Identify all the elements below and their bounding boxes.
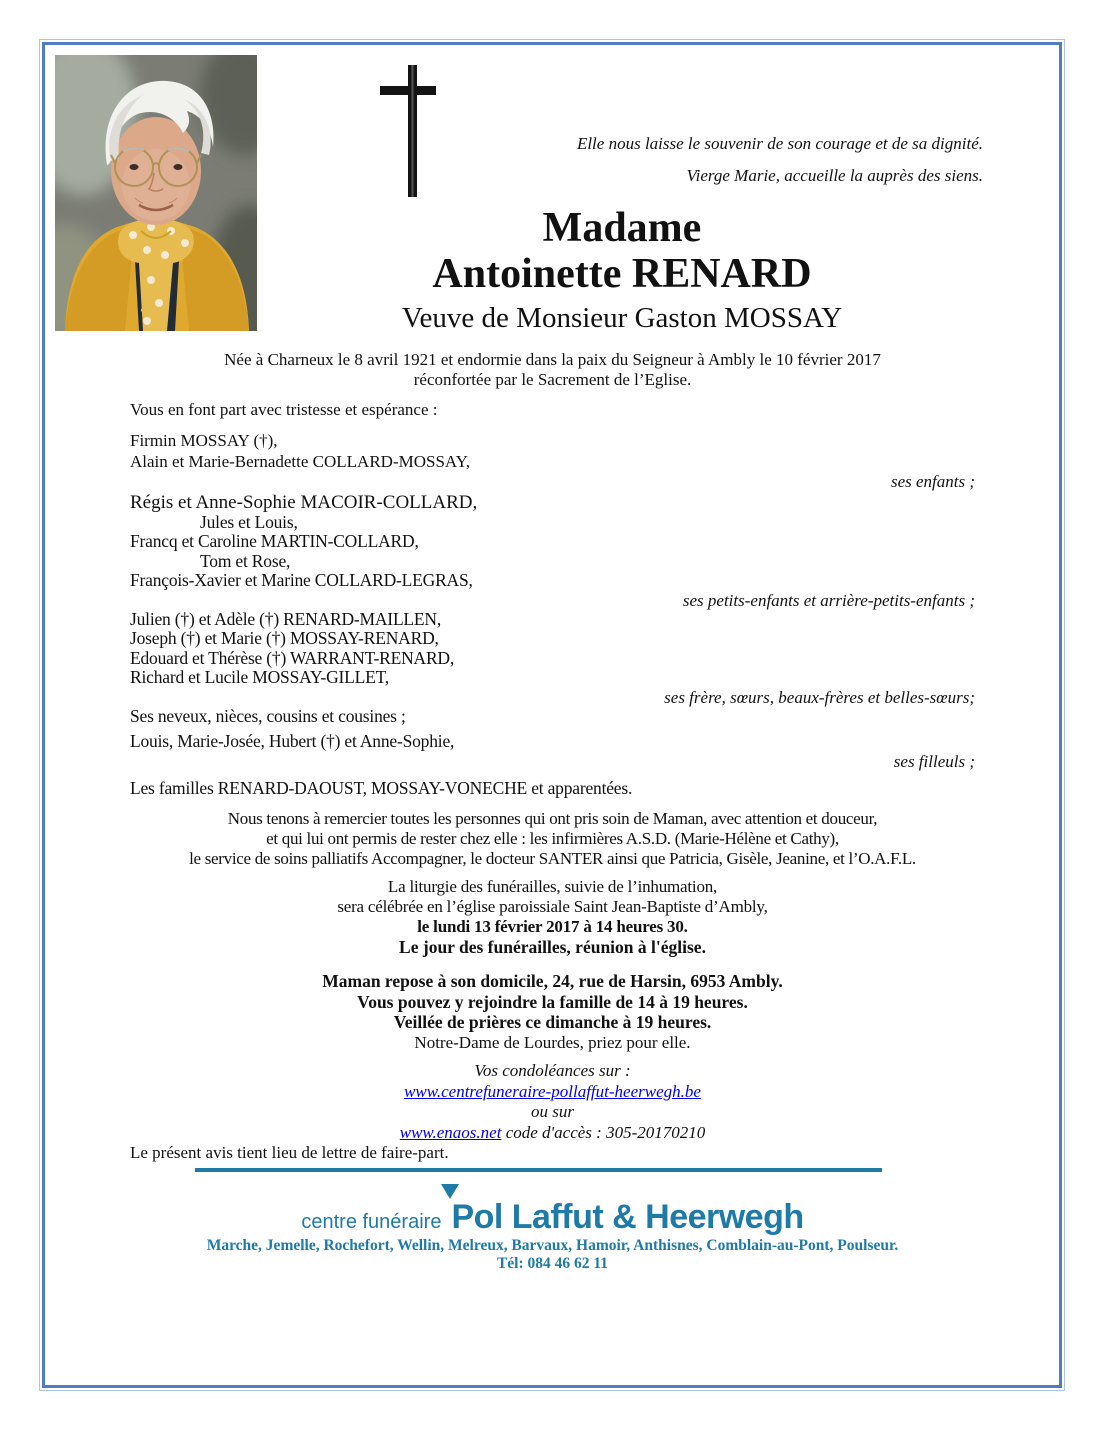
announcement-line: Vous en font part avec tristesse et espérance : xyxy=(130,400,438,419)
family-line: Alain et Marie-Bernadette COLLARD-MOSSAY, xyxy=(130,452,470,471)
family-line: Les familles RENARD-DAOUST, MOSSAY-VONECHE et apparentées. xyxy=(130,777,633,798)
family-line: Jules et Louis, xyxy=(200,511,298,532)
family-line: Richard et Lucile MOSSAY-GILLET, xyxy=(130,667,389,687)
liturgy-line: sera célébrée en l’église paroissiale Saint Jean-Baptiste d’Ambly, xyxy=(337,897,768,916)
main-text-column xyxy=(130,345,975,1273)
family-line: Francq et Caroline MARTIN-COLLARD, xyxy=(130,531,419,551)
footer-divider-rule xyxy=(195,1168,882,1172)
deceased-name: Antoinette RENARD xyxy=(432,251,812,297)
family-group-children xyxy=(130,430,975,472)
family-group-godchildren xyxy=(130,732,975,752)
vigil-line: Veillée de prières ce dimanche à 19 heures. xyxy=(393,1012,712,1032)
intro-line: Née à Charneux le 8 avril 1921 et endormie dans la paix du Seigneur à Ambly le 10 février 2017 xyxy=(224,350,881,369)
repose-line: Maman repose à son domicile, 24, rue de Harsin, 6953 Ambly. xyxy=(322,971,783,991)
family-line: Louis, Marie-Josée, Hubert (†) et Anne-Sophie, xyxy=(130,731,455,751)
condolences-intro: Vos condoléances sur : xyxy=(474,1061,631,1080)
intro-line: réconfortée par le Sacrement de l’Eglise. xyxy=(413,370,692,389)
down-triangle-icon xyxy=(441,1184,459,1199)
funeral-home-brand xyxy=(130,1180,975,1273)
family-line: Firmin MOSSAY (†), xyxy=(130,431,278,450)
condolences-block xyxy=(130,1061,975,1143)
epitaph-quotes xyxy=(577,128,983,192)
brand-cities-line: Marche, Jemelle, Rochefort, Wellin, Melreux, Barvaux, Hamoir, Anthisnes, Comblain-au-Pont, Poulseur. xyxy=(206,1237,899,1254)
family-line: Tom et Rose, xyxy=(200,550,291,571)
condolences-or: ou sur xyxy=(531,1102,574,1121)
brand-name: Pol Laffut & Heerwegh xyxy=(451,1198,804,1236)
condolences-link-enaos[interactable]: www.enaos.net xyxy=(399,1122,502,1142)
bordered-page xyxy=(42,42,1062,1388)
thanks-line: le service de soins palliatifs Accompagner, le docteur SANTER ainsi que Patricia, Gisèle, Jeanine, et l’O.A.F.L. xyxy=(189,849,916,868)
family-line: Joseph (†) et Marie (†) MOSSAY-RENARD, xyxy=(130,628,439,648)
family-group-grandchildren xyxy=(130,493,975,591)
brand-phone-line: Tél: 084 46 62 11 xyxy=(496,1255,609,1272)
thanks-line: Nous tenons à remercier toutes les personnes qui ont pris soin de Maman, avec attention et douceur, xyxy=(227,809,878,828)
liturgy-line: La liturgie des funérailles, suivie de l’inhumation, xyxy=(387,877,718,896)
thanks-line: et qui lui ont permis de rester chez elle : les infirmières A.S.D. (Marie-Hélène et Cathy), xyxy=(266,829,839,848)
title-block xyxy=(195,205,1049,339)
thanks-paragraph xyxy=(130,809,975,869)
family-group-siblings xyxy=(130,610,975,688)
role-label-grandchildren: ses petits-enfants et arrière-petits-enfants ; xyxy=(682,590,975,610)
role-label-children: ses enfants ; xyxy=(890,472,975,491)
legal-notice-line: Le présent avis tient lieu de lettre de faire-part. xyxy=(130,1143,449,1162)
role-label-siblings: ses frère, sœurs, beaux-frères et belles-sœurs; xyxy=(664,687,975,707)
birth-death-paragraph xyxy=(130,350,975,390)
family-line: Julien (†) et Adèle (†) RENARD-MAILLEN, xyxy=(130,608,442,629)
repose-paragraph xyxy=(130,971,975,1012)
repose-line: Vous pouvez y rejoindre la famille de 14 à 19 heures. xyxy=(357,991,748,1012)
prayer-line: Notre-Dame de Lourdes, priez pour elle. xyxy=(414,1033,691,1052)
liturgy-date-line: le lundi 13 février 2017 à 14 heures 30. xyxy=(417,917,688,936)
family-line: Ses neveux, nièces, cousins et cousines ; xyxy=(130,705,406,726)
latin-cross-icon xyxy=(380,65,436,197)
widow-subtitle: Veuve de Monsieur Gaston MOSSAY xyxy=(401,302,843,334)
quote-line: Elle nous laisse le souvenir de son courage et de sa dignité. xyxy=(576,134,983,153)
quote-line: Vierge Marie, accueille la auprès des siens. xyxy=(686,166,983,185)
role-label-godchildren: ses filleuls ; xyxy=(893,751,975,771)
reunion-line: Le jour des funérailles, réunion à l'église. xyxy=(399,937,706,957)
family-group-nephews xyxy=(130,707,975,727)
family-line: Régis et Anne-Sophie MACOIR-COLLARD, xyxy=(130,492,478,513)
family-line: Edouard et Thérèse (†) WARRANT-RENARD, xyxy=(130,647,455,668)
condolences-link-primary[interactable]: www.centrefuneraire-pollaffut-heerwegh.be xyxy=(404,1081,701,1101)
liturgy-paragraph xyxy=(130,877,975,937)
family-line: François-Xavier et Marine COLLARD-LEGRAS, xyxy=(130,570,473,590)
title-salutation: Madame xyxy=(542,205,702,251)
access-code-text: code d'accès : 305-20170210 xyxy=(505,1122,706,1142)
brand-descriptor: centre funéraire xyxy=(301,1211,442,1233)
family-group-families xyxy=(130,779,975,799)
